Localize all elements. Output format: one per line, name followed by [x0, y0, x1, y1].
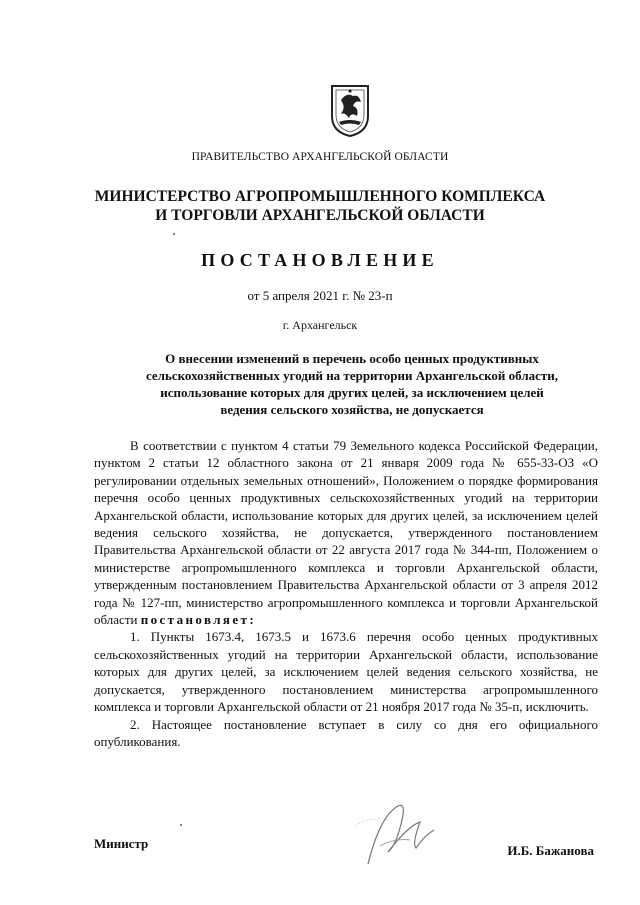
item-2-paragraph: 2. Настоящее постановление вступает в силу со дня его официального опубликования. — [94, 716, 598, 749]
document-type: ПОСТАНОВЛЕНИЕ — [201, 250, 439, 270]
item-1-paragraph: 1. Пункты 1673.4, 1673.5 и 1673.6 перечня особо ценных продуктивных сельскохозяйственных угодий на территории Архангельской области, использование которых для других целей, за исключением целей ведения сельского хозяйства, не допускается, утвержденного постановлением министерства агропромышленного комплекса и торговли Архангельской области от 21 ноября 2017 года № 35-п, исключить. — [94, 629, 598, 715]
title-line: сельскохозяйственных угодий на территории Архангельской области, — [145, 368, 559, 383]
decree-word: постановляет: — [140, 612, 257, 628]
handwritten-signature — [350, 786, 450, 876]
preamble-text: В соответствии с пунктом 4 статьи 79 Земельного кодекса Российской Федерации, пунктом 2 статьи 12 областного закона от 21 января 2009 года № 655-33-ОЗ «О регулировании отдельных земельных отношений», Положением о порядке формирования перечня особо ценных продуктивных сельскохозяйственных угодий на территории Архангельской области, использование которых для других целей, за исключением целей ведения сельского хозяйства, не допускается, утвержденного постановлением Правительства Архангельской области от 22 августа 2017 года № 344-пп, Положением о министерстве агропромышленного комплекса и торговли Архангельской области, утвержденным постановлением Правительства Архангельской области от 3 апреля 2012 года № 127-пп, министерство агропромышленного комплекса и торговли Архангельской области — [94, 438, 598, 628]
coat-of-arms-emblem — [329, 82, 371, 138]
document-date-number: от 5 апреля 2021 г. № 23-п — [247, 288, 393, 303]
ministry-name-line1: МИНИСТЕРСТВО АГРОПРОМЫШЛЕННОГО КОМПЛЕКСА — [94, 188, 546, 205]
ministry-name — [0, 187, 640, 225]
scan-speck — [173, 233, 175, 235]
document-title — [96, 350, 608, 418]
government-name: ПРАВИТЕЛЬСТВО АРХАНГЕЛЬСКОЙ ОБЛАСТИ — [191, 151, 449, 163]
document-city: г. Архангельск — [282, 318, 358, 332]
preamble-paragraph — [94, 437, 598, 628]
scan-speck — [180, 824, 182, 826]
title-line: ведения сельского хозяйства, не допускается — [220, 402, 484, 417]
title-line: О внесении изменений в перечень особо ценных продуктивных — [165, 351, 539, 366]
signatory-position: Министр — [94, 836, 149, 851]
signatory-name: И.Б. Бажанова — [507, 843, 594, 858]
document-body — [94, 437, 598, 750]
title-line: использование которых для других целей, за исключением целей — [160, 385, 544, 400]
ministry-name-line2: И ТОРГОВЛИ АРХАНГЕЛЬСКОЙ ОБЛАСТИ — [155, 207, 485, 224]
